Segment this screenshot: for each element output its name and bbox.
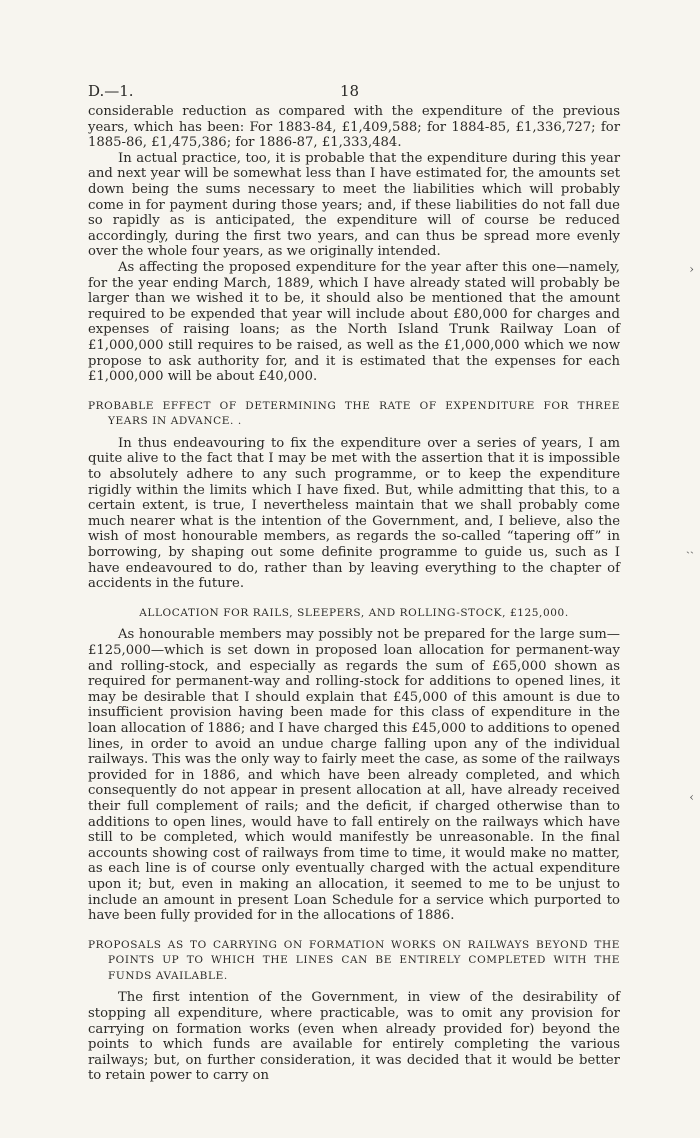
section-heading: PROBABLE EFFECT OF DETERMINING THE RATE OF EXPENDITURE FOR THREE YEARS IN ADVANCE. .: [88, 399, 620, 428]
margin-mark: ›: [689, 262, 694, 276]
margin-mark: ˎˏ: [686, 540, 694, 554]
header-document-code: D.—1.: [88, 82, 134, 100]
paragraph: considerable reduction as compared with the expenditure of the previous years, which has been: For 1883-84, £1,409,588; for 1884-85, £1,336,727; for 1885-86, £1,475,386; for 1886-87, £1,333,484.: [88, 104, 620, 151]
section-heading: PROPOSALS AS TO CARRYING ON FORMATION WORKS ON RAILWAYS BEYOND THE POINTS UP TO WHICH THE LINES CAN BE ENTIRELY COMPLETED WITH THE FUNDS AVAILABLE.: [88, 938, 620, 982]
margin-mark: ‹: [689, 790, 694, 804]
paragraph: In thus endeavouring to fix the expenditure over a series of years, I am quite alive to the fact that I may be met with the assertion that it is impossible to absolutely adhere to any such programme, or to keep the expenditure rigidly within the limits which I have fixed. But, while admitting that this, to a certain extent, is true, I nevertheless maintain that we shall probably come much nearer what is the intention of the Government, and, I believe, also the wish of most honourable members, as regards the so-called “tapering off” in borrowing, by shaping out some definite programme to guide us, such as I have endeavoured to do, rather than by leaving everything to the chapter of accidents in the future.: [88, 435, 620, 592]
paragraph: As affecting the proposed expenditure for the year after this one—namely, for the year ending March, 1889, which I have already stated will probably be larger than we wished it to be, it should also be mentioned that the amount required to be expended that year will include about £80,000 for charges and expenses of raising loans; as the North Island Trunk Railway Loan of £1,000,000 still requires to be raised, as well as the £1,000,000 which we now propose to ask authority for, and it is estimated that the expenses for each £1,000,000 will be about £40,000.: [88, 259, 620, 385]
section-heading: ALLOCATION FOR RAILS, SLEEPERS, AND ROLLING-STOCK, £125,000.: [139, 606, 569, 619]
paragraph: In actual practice, too, it is probable that the expenditure during this year and next year will be somewhat less than I have estimated for, the amounts set down being the sums necessary to meet the liabilities which will probably come in for payment during those years; and, if these liabilities do not fall due so rapidly as is anticipated, the expenditure will of course be reduced accordingly, during the first two years, and can thus be spread more evenly over the whole four years, as we originally intended.: [88, 150, 620, 260]
paragraph: The first intention of the Government, in view of the desirability of stopping all expenditure, where practicable, was to omit any provision for carrying on formation works (even when already provided for) beyond the points to which funds are available for entirely completing the various railways; but, on further consideration, it was decided that it would be better to retain power to carry on: [88, 990, 620, 1084]
header-page-number: 18: [340, 82, 360, 100]
document-body: [88, 104, 620, 1084]
paragraph: As honourable members may possibly not be prepared for the large sum—£125,000—which is set down in proposed loan allocation for permanent-way and rolling-stock, and especially as regards the sum of £65,000 shown as required for permanent-way and rolling-stock for additions to opened lines, it may be desirable that I should explain that £45,000 of this amount is due to insufficient provision having been made for this class of expenditure in the loan allocation of 1886; and I have charged this £45,000 to additions to opened lines, in order to avoid an undue charge falling upon any of the individual railways. This was the only way to fairly meet the case, as some of the railways provided for in 1886, and which have been already completed, and which consequently do not appear in present allocation at all, have already received their full complement of rails; and the deficit, if charged otherwise than to additions to open lines, would have to fall entirely on the railways which have still to be completed, which would manifestly be unreasonable. In the final accounts showing cost of railways from time to time, it would make no matter, as each line is of course only eventually charged with the actual expenditure upon it; but, even in making an allocation, it seemed to me to be unjust to include an amount in present Loan Schedule for a service which purported to have been fully provided for in the allocations of 1886.: [88, 627, 621, 924]
